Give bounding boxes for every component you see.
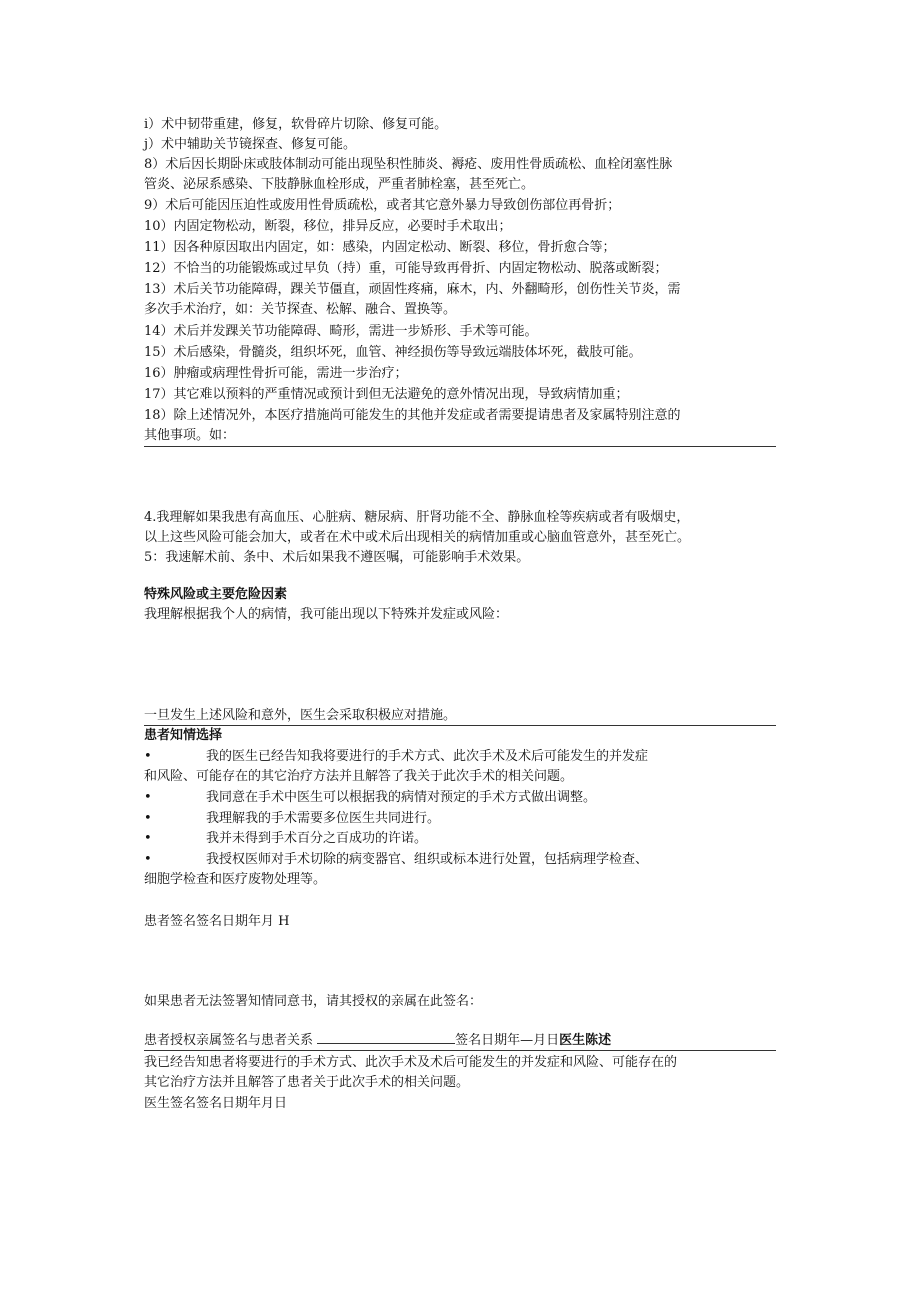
- doctor-statement-line2: 其它治疗方法并且解答了患者关于此次手术的相关问题。: [144, 1075, 470, 1090]
- choice-bullet-3: [144, 809, 440, 829]
- choice-text: 我同意在手术中医生可以根据我的病情对预定的手术方式做出调整。: [206, 790, 597, 805]
- relationship-field[interactable]: [317, 1031, 455, 1044]
- choice-bullet-1: [144, 747, 648, 767]
- choice-bullet-5: [144, 850, 648, 870]
- doctor-statement-heading: 医生陈述: [559, 1033, 612, 1048]
- list-item-8-line2: 管炎、泌尿系感染、下肢静脉血栓形成，严重者肺栓塞，甚至死亡。: [144, 177, 535, 192]
- proxy-signature-row: [144, 1031, 611, 1051]
- bullet-icon: •: [144, 811, 152, 826]
- list-item-j: j）术中辅助关节镜探查、修复可能。: [144, 137, 357, 152]
- list-item-13-line1: 13）术后关节功能障碍，踝关节僵直，顽固性疼痛，麻木，内、外翻畸形，创伤性关节炎，需: [144, 282, 681, 297]
- bullet-icon: •: [144, 831, 152, 846]
- choice-text: 我理解我的手术需要多位医生共同进行。: [206, 811, 441, 826]
- divider: [144, 446, 776, 447]
- choice-bullet-4: [144, 829, 427, 849]
- special-risk-closing: 一旦发生上述风险和意外，医生会采取积极应对措施。: [144, 708, 457, 723]
- patient-signature-line: 患者签名签名日期年月 H: [144, 914, 290, 929]
- doctor-signature-line: 医生签名签名日期年月日: [144, 1096, 288, 1111]
- doctor-statement-line1: 我已经告知患者将要进行的手术方式、此次手术及术后可能发生的并发症和风险、可能存在的: [144, 1055, 678, 1070]
- proxy-sign-label: 患者授权亲属签名与患者关系: [144, 1033, 314, 1048]
- choice-text-continued: 和风险、可能存在的其它治疗方法并且解答了我关于此次手术的相关问题。: [144, 769, 574, 784]
- choice-text: 我并未得到手术百分之百成功的许诺。: [206, 831, 428, 846]
- proxy-date-label: 签名日期年—月日: [455, 1033, 560, 1048]
- list-item-17: 17）其它难以预料的严重情况或预计到但无法避免的意外情况出现，导致病情加重；: [144, 387, 629, 402]
- list-item-10: 10）内固定物松动，断裂，移位，排异反应，必要时手术取出；: [144, 219, 512, 234]
- list-item-14: 14）术后并发踝关节功能障碍、畸形，需进一步矫形、手术等可能。: [144, 324, 538, 339]
- bullet-icon: •: [144, 749, 152, 764]
- patient-choice-heading: 患者知情选择: [144, 728, 223, 743]
- choice-bullet-2: [144, 788, 596, 808]
- list-item-9: 9）术后可能因压迫性或废用性骨质疏松，或者其它意外暴力导致创伤部位再骨折；: [144, 198, 621, 213]
- choice-text-continued: 细胞学检查和医疗废物处理等。: [144, 872, 327, 887]
- list-item-11: 11）因各种原因取出内固定，如：感染，内固定松动、断裂、移位，骨折愈合等；: [144, 240, 616, 255]
- list-item-13-line2: 多次手术治疗，如：关节探查、松解、融合、置换等。: [144, 302, 457, 317]
- bullet-icon: •: [144, 852, 152, 867]
- list-item-12: 12）不恰当的功能锻炼或过早负（持）重，可能导致再骨折、内固定物松动、脱落或断裂；: [144, 261, 668, 276]
- bullet-icon: •: [144, 790, 152, 805]
- special-risk-intro: 我理解根据我个人的病情，我可能出现以下特殊并发症或风险：: [144, 607, 509, 622]
- divider: [144, 725, 776, 726]
- list-item-8-line1: 8）术后因长期卧床或肢体制动可能出现坠积性肺炎、褥疮、废用性骨质疏松、血栓闭塞性脉: [144, 157, 673, 172]
- list-item-15: 15）术后感染，骨髓炎，组织坏死，血管、神经损伤等导致远端肢体坏死，截肢可能。: [144, 345, 642, 360]
- statement-5: 5：我速解术前、条中、术后如果我不遵医嘱，可能影响手术效果。: [144, 550, 530, 565]
- statement-4-line1: 4.我理解如果我患有高血压、心脏病、糖尿病、肝肾功能不全、静脉血栓等疾病或者有吸烟史，: [144, 510, 690, 525]
- special-risk-heading: 特殊风险或主要危险因素: [144, 587, 288, 602]
- list-item-16: 16）肿瘤或病理性骨折可能，需进一步治疗；: [144, 366, 408, 381]
- divider: [144, 1050, 776, 1051]
- choice-text: 我的医生已经告知我将要进行的手术方式、此次手术及术后可能发生的并发症: [206, 749, 649, 764]
- list-item-18-line2: 其他事项。如：: [144, 428, 236, 443]
- list-item-18-line1: 18）除上述情况外，本医疗措施尚可能发生的其他并发症或者需要提请患者及家属特别注意的: [144, 408, 681, 423]
- statement-4-line2: 以上这些风险可能会加大，或者在术中或术后出现相关的病情加重或心脑血管意外，甚至死亡。: [144, 530, 691, 545]
- choice-text: 我授权医师对手术切除的病变器官、组织或标本进行处置，包括病理学检查、: [206, 852, 649, 867]
- list-item-i: i）术中韧带重建，修复，软骨碎片切除、修复可能。: [144, 117, 448, 132]
- proxy-intro: 如果患者无法签署知情同意书，请其授权的亲属在此签名：: [144, 994, 483, 1009]
